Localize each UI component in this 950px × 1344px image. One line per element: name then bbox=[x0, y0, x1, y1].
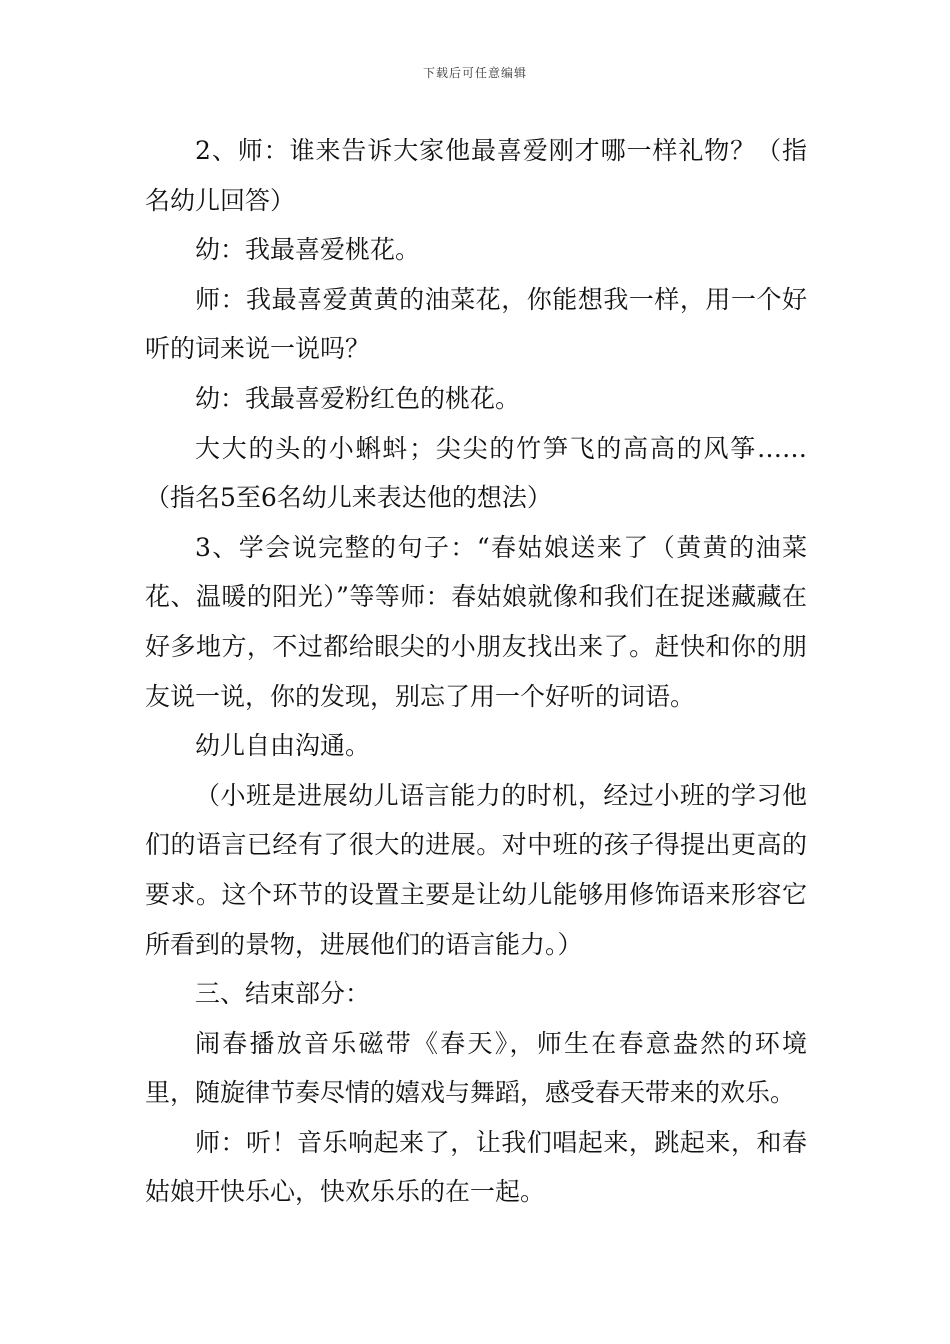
paragraph-question-gift: 2、师：谁来告诉大家他最喜爱刚才哪一样礼物？（指名幼儿回答） bbox=[145, 136, 807, 215]
page-header-note: 下载后可任意编辑 bbox=[422, 66, 527, 80]
paragraph-design-note: （小班是进展幼儿语言能力的时机，经过小班的学习他们的语言已经有了很大的进展。对中班的孩子得提出更高的要求。这个环节的设置主要是让幼儿能够用修饰语来形容它所看到的景物，进展他们的语言能力。） bbox=[145, 780, 807, 959]
paragraph-child-peach: 幼：我最喜爱桃花。 bbox=[195, 235, 421, 265]
paragraph-teacher-listen: 师：听！音乐响起来了，让我们唱起来，跳起来，和春姑娘开快乐心，快欢乐乐的在一起。 bbox=[145, 1127, 807, 1207]
paragraph-teacher-rapeseed: 师：我最喜爱黄黄的油菜花，你能想我一样，用一个好听的词来说一说吗？ bbox=[145, 284, 807, 364]
paragraph-complete-sentence: 3、学会说完整的句子：“春姑娘送来了（黄黄的油菜花、温暖的阳光）”等等师：春姑娘就像和我们在捉迷藏藏在好多地方，不过都给眼尖的小朋友找出来了。赶快和你的朋友说一说，你的发现，别忘了用一个好听的词语。 bbox=[145, 532, 807, 711]
paragraph-child-pink-peach: 幼：我最喜爱粉红色的桃花。 bbox=[195, 383, 521, 413]
section-heading-ending: 三、结束部分： bbox=[195, 979, 371, 1009]
paragraph-music-spring: 闹春播放音乐磁带《春天》，师生在春意盎然的环境里，随旋律节奏尽情的嬉戏与舞蹈，感受春天带来的欢乐。 bbox=[145, 1028, 807, 1108]
document-body bbox=[145, 126, 807, 1217]
paragraph-free-talk: 幼儿自由沟通。 bbox=[195, 731, 371, 761]
paragraph-examples: 大大的头的小蝌蚪；尖尖的竹笋飞的高高的风筝……（指名5至6名幼儿来表达他的想法） bbox=[145, 433, 807, 513]
